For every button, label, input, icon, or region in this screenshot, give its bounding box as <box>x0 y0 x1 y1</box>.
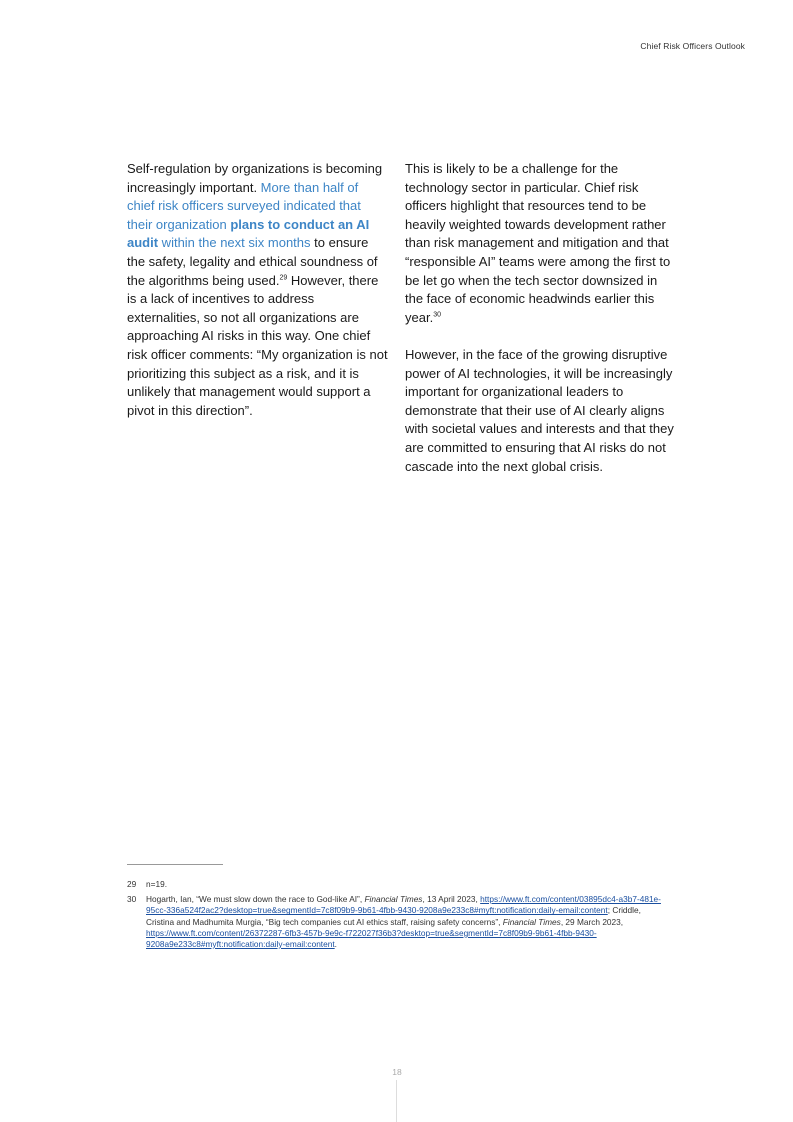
footnote-link-ft-2[interactable]: https://www.ft.com/content/26372287-6fb3-457b-9e9c-f722027f36b3?desktop=true&segmentId=7c8f09b9-9b61-4fbb-9430-9208a9e233c8#myft:notification:daily-email:content <box>146 927 597 950</box>
highlight-run: More than half of chief risk officers surveyed indicated that their organization <box>127 179 361 232</box>
publication-name: Financial Times <box>364 894 423 905</box>
left-paragraph <box>127 160 389 420</box>
text-run: Hogarth, Ian, “We must slow down the race to God-like AI”, <box>146 894 365 905</box>
footnote-30 <box>127 894 667 950</box>
page-divider-line <box>396 1080 397 1122</box>
footnote-ref-30[interactable]: 30 <box>433 311 441 319</box>
footnote-text <box>146 894 667 950</box>
footnote-number: 30 <box>127 894 137 905</box>
right-paragraph-1 <box>405 160 675 327</box>
footnote-link-ft-1[interactable]: https://www.ft.com/content/03895dc4-a3b7-481e-95cc-336a524f2ac2?desktop=true&segmentId=7c8f09b9-9b61-4fbb-9430-9208a9e233c8#myft:notification:daily-email:content <box>146 894 661 916</box>
highlight-bold-run: plans to conduct an AI audit <box>127 216 370 251</box>
footnote-text: n=19. <box>146 879 167 889</box>
right-paragraph-2: However, in the face of the growing disruptive power of AI technologies, it will be increasingly important for organizational leaders to demonstrate that their use of AI clearly aligns with societal values and interests and that they are committed to ensuring that AI risks do not cascade into the next global crisis. <box>405 346 674 474</box>
text-run: ; Criddle, Cristina and Madhumita Murgia, “Big tech companies cut AI ethics staff, raising safety concerns”, <box>146 905 641 927</box>
footnote-29 <box>127 879 667 890</box>
highlight-run: within the next six months <box>158 235 311 251</box>
text-run: This is likely to be a challenge for the technology sector in particular. Chief risk officers highlight that resources tend to be heavily weighted towards development rather than risk management and mitigation and that “responsible AI” teams were among the first to be let go when the tech sector downsized in the face of economic headwinds earlier this year. <box>405 161 671 325</box>
right-column <box>405 160 675 476</box>
text-run: Self-regulation by organizations is becoming increasingly important. <box>127 161 383 195</box>
page-number: 18 <box>392 1067 402 1077</box>
text-run: , 29 March 2023, <box>560 916 624 927</box>
footnote-divider <box>127 864 223 865</box>
text-run: , 13 April 2023, <box>422 894 481 905</box>
footnote-number: 29 <box>127 879 137 889</box>
footnote-ref-29[interactable]: 29 <box>279 274 288 282</box>
footnotes <box>127 879 667 954</box>
text-run: However, there is a lack of incentives to address externalities, so not all organizations are approaching AI risks in this way. One chief risk officer comments: “My organization is not prioritizing this subject as a risk, and it is unlikely that management would support a pivot in this direction”. <box>127 272 388 418</box>
text-run: . <box>334 939 337 950</box>
text-run: to ensure the safety, legality and ethical soundness of the algorithms being used. <box>127 235 378 288</box>
left-column <box>127 160 389 420</box>
publication-name: Financial Times <box>502 916 561 927</box>
running-header: Chief Risk Officers Outlook <box>640 41 745 51</box>
